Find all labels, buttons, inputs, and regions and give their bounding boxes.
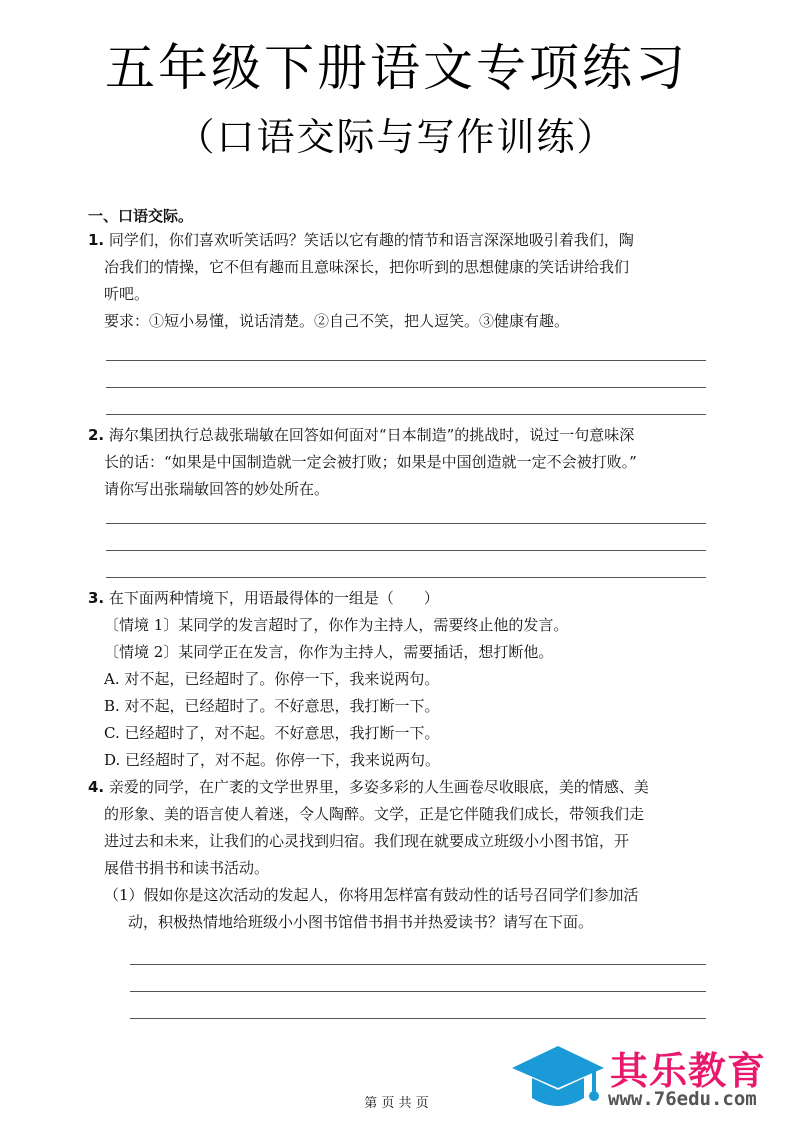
question-number: 4. xyxy=(88,778,105,796)
question-1-requirements: 要求：①短小易懂，说话清楚。②自己不笑，把人逗笑。③健康有趣。 xyxy=(104,312,570,330)
logo-name: 其乐教育 xyxy=(610,1049,767,1093)
question-number: 1. xyxy=(88,231,105,249)
question-4-line: 4. 亲爱的同学，在广袤的文学世界里，多姿多彩的人生画卷尽收眼底，美的情感、美 xyxy=(88,778,649,796)
answer-line[interactable] xyxy=(130,991,706,992)
answer-line[interactable] xyxy=(106,414,706,415)
question-4 xyxy=(88,774,708,936)
question-3 xyxy=(88,585,708,774)
answer-line[interactable] xyxy=(106,360,706,361)
page-title: 五年级下册语文专项练习 xyxy=(105,39,688,97)
site-logo xyxy=(510,1040,790,1118)
question-1 xyxy=(88,227,708,335)
sub-question-1: （1）假如你是这次活动的发起人，你将用怎样富有鼓动性的话号召同学们参加活 xyxy=(104,886,639,904)
question-4-line: 的形象、美的语言使人着迷，令人陶醉。文学，正是它伴随我们成长，带领我们走 xyxy=(104,805,645,823)
answer-line[interactable] xyxy=(130,964,706,965)
page-footer: 第 页 共 页 xyxy=(364,1096,429,1111)
answer-line[interactable] xyxy=(106,550,706,551)
question-3-stem: 3. 在下面两种情境下，用语最得体的一组是（ ） xyxy=(88,589,439,607)
question-1-line: 1. 同学们，你们喜欢听笑话吗？笑话以它有趣的情节和语言深深地吸引着我们，陶 xyxy=(88,231,634,249)
question-4-line: 展借书捐书和读书活动。 xyxy=(104,859,270,877)
graduation-cap-icon xyxy=(510,1042,606,1114)
answer-line[interactable] xyxy=(106,577,706,578)
answer-line[interactable] xyxy=(106,387,706,388)
answer-line[interactable] xyxy=(130,1018,706,1019)
question-2-line: 长的话：“如果是中国制造就一定会被打败；如果是中国创造就一定不会被打败。” xyxy=(104,453,637,471)
question-1-line: 听吧。 xyxy=(104,285,150,303)
situation-2: 〔情境 2〕某同学正在发言，你作为主持人，需要插话，想打断他。 xyxy=(104,643,554,661)
option-a[interactable]: A. 对不起，已经超时了。你停一下，我来说两句。 xyxy=(104,670,440,688)
page-subtitle: （口语交际与写作训练） xyxy=(176,115,617,159)
question-2-line: 2. 海尔集团执行总裁张瑞敏在回答如何面对“日本制造”的挑战时，说过一句意味深 xyxy=(88,426,635,444)
question-4-line: 进过去和未来，让我们的心灵找到归宿。我们现在就要成立班级小小图书馆，开 xyxy=(104,832,630,850)
option-c[interactable]: C. 已经超时了，对不起。不好意思，我打断一下。 xyxy=(104,724,440,742)
answer-line[interactable] xyxy=(106,523,706,524)
question-number: 3. xyxy=(88,589,105,607)
section-heading: 一、口语交际。 xyxy=(88,207,194,225)
question-2 xyxy=(88,422,708,503)
sub-question-1: 动，积极热情地给班级小小图书馆借书捐书并热爱读书？请写在下面。 xyxy=(128,913,594,931)
question-number: 2. xyxy=(88,426,105,444)
question-2-line: 请你写出张瑞敏回答的妙处所在。 xyxy=(104,480,330,498)
situation-1: 〔情境 1〕某同学的发言超时了，你作为主持人，需要终止他的发言。 xyxy=(104,616,569,634)
option-d[interactable]: D. 已经超时了，对不起。你停一下，我来说两句。 xyxy=(104,751,441,769)
logo-url[interactable]: www.76edu.com xyxy=(608,1088,757,1110)
question-1-line: 冶我们的情操，它不但有趣而且意味深长，把你听到的思想健康的笑话讲给我们 xyxy=(104,258,630,276)
option-b[interactable]: B. 对不起，已经超时了。不好意思，我打断一下。 xyxy=(104,697,440,715)
